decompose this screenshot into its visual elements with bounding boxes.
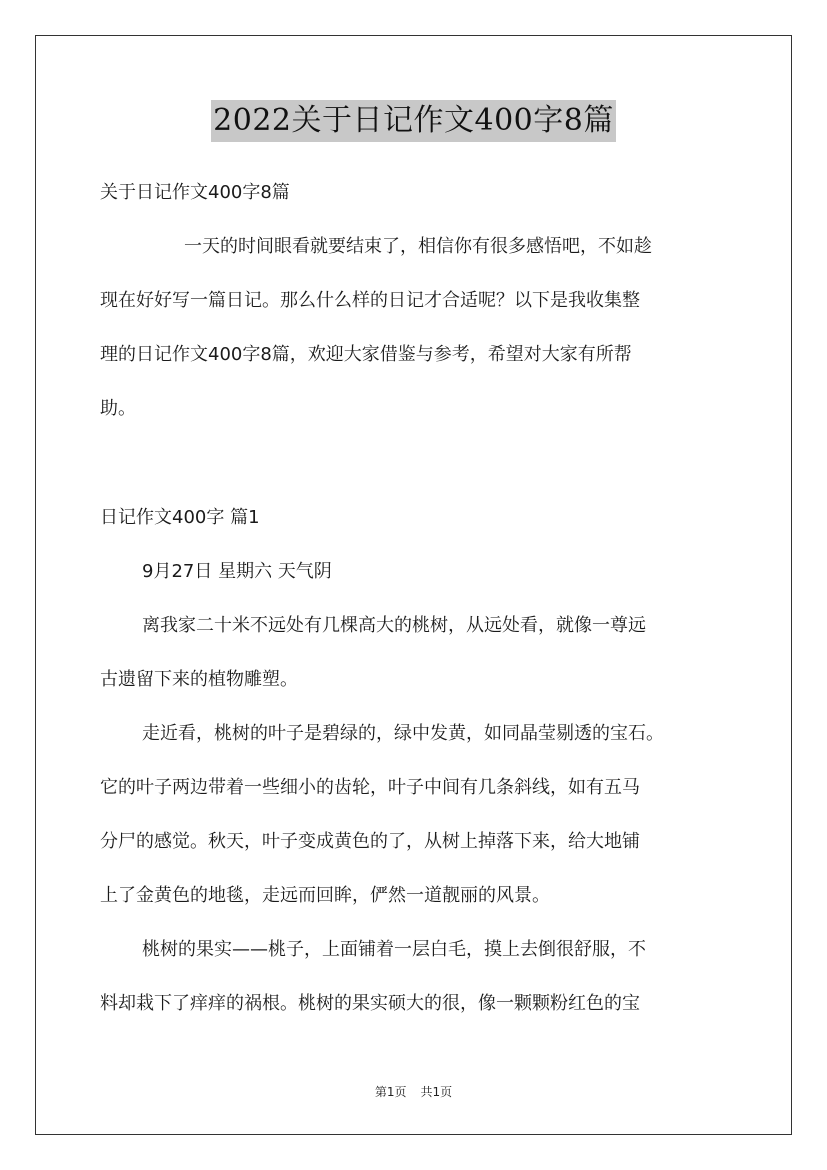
paragraph-line: 离我家二十米不远处有几棵高大的桃树，从远处看，就像一尊远 [142,615,646,636]
paragraph-line: 走近看，桃树的叶子是碧绿的，绿中发黄，如同晶莹剔透的宝石。 [142,723,664,744]
paragraph-line: 古遗留下来的植物雕塑。 [100,669,298,690]
intro-line: 现在好好写一篇日记。那么什么样的日记才合适呢？以下是我收集整 [100,290,640,311]
intro-line: 理的日记作文400字8篇，欢迎大家借鉴与参考，希望对大家有所帮 [100,344,632,365]
intro-line: 一天的时间眼看就要结束了，相信你有很多感悟吧，不如趁 [184,236,652,257]
date-line: 9月27日 星期六 天气阴 [142,561,332,582]
paragraph-line: 桃树的果实——桃子，上面铺着一层白毛，摸上去倒很舒服，不 [142,939,646,960]
paragraph-line: 上了金黄色的地毯，走远而回眸，俨然一道靓丽的风景。 [100,885,550,906]
page-number: 第1页 [374,1085,407,1099]
document-subtitle: 关于日记作文400字8篇 [100,182,290,203]
section-heading: 日记作文400字 篇1 [100,507,260,528]
title-wrap [0,100,827,142]
paragraph-line: 分尸的感觉。秋天，叶子变成黄色的了，从树上掉落下来，给大地铺 [100,831,640,852]
paragraph-line: 料却栽下了痒痒的祸根。桃树的果实硕大的很，像一颗颗粉红色的宝 [100,993,640,1014]
intro-line: 助。 [100,398,136,419]
page-footer [0,1083,827,1100]
document-title: 2022关于日记作文400字8篇 [211,100,616,142]
page-total: 共1页 [420,1085,453,1099]
paragraph-line: 它的叶子两边带着一些细小的齿轮，叶子中间有几条斜线，如有五马 [100,777,640,798]
